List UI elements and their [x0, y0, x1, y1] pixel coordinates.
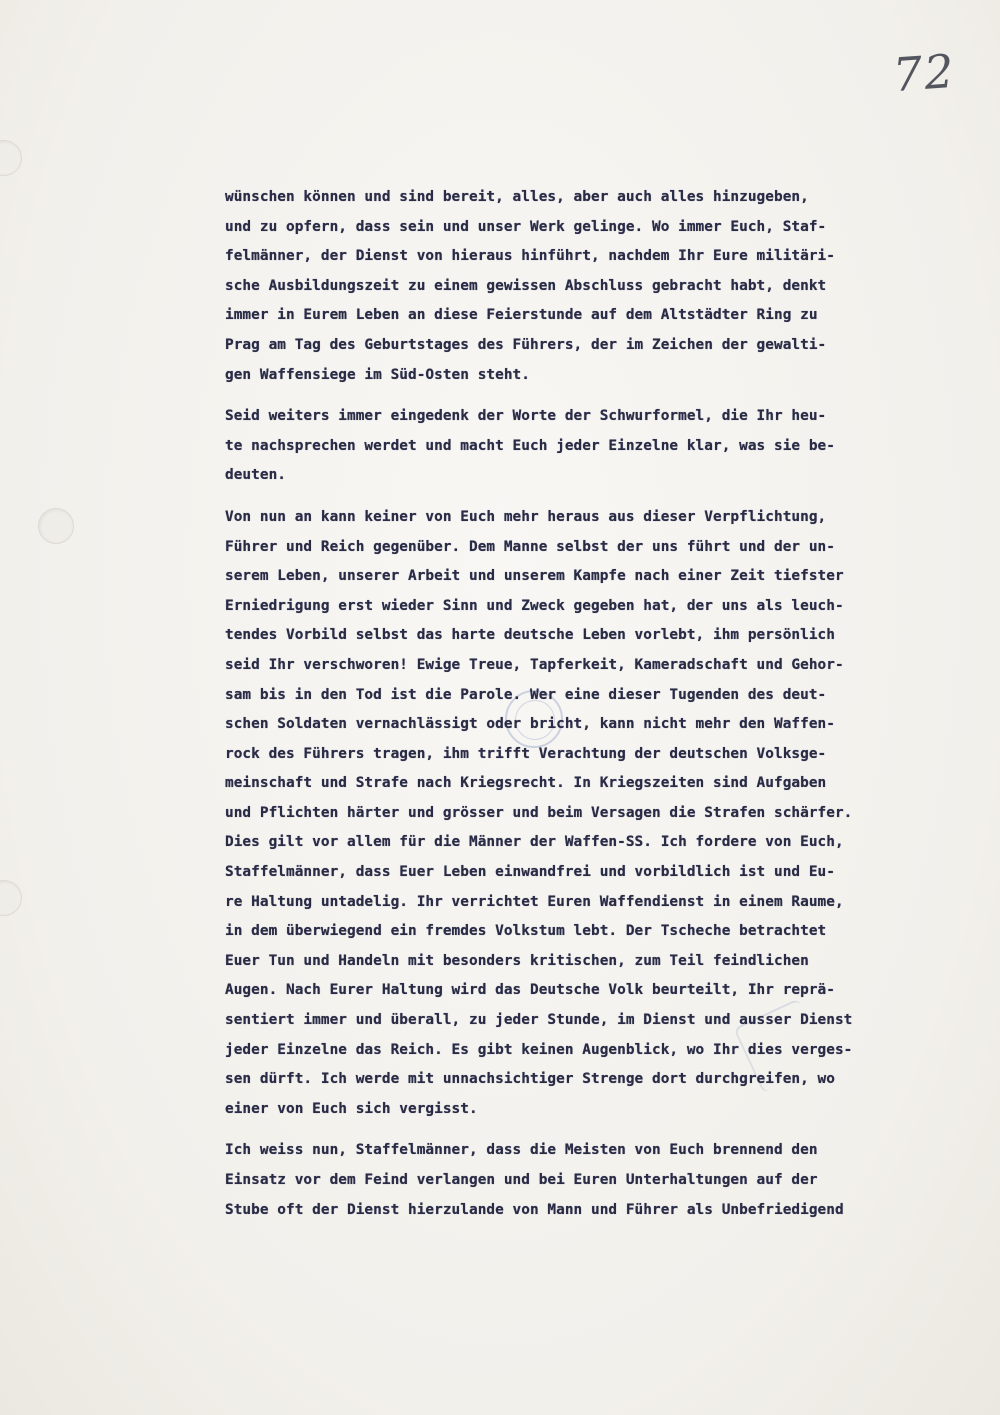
- text-line: einer von Euch sich vergisst.: [225, 1100, 478, 1117]
- text-line: Euer Tun und Handeln mit besonders kritischen, zum Teil feindlichen: [225, 952, 809, 969]
- text-line: rock des Führers tragen, ihm trifft Verachtung der deutschen Volksge-: [225, 745, 827, 762]
- text-line: Von nun an kann keiner von Euch mehr heraus aus dieser Verpflichtung,: [225, 508, 827, 525]
- text-line: Stube oft der Dienst hierzulande von Mann und Führer als Unbefriedigend: [225, 1201, 844, 1218]
- punch-hole-top: [0, 140, 22, 176]
- handwritten-page-number: 72: [891, 43, 958, 103]
- paragraph: [225, 183, 975, 390]
- paragraph: [225, 503, 975, 1124]
- text-line: re Haltung untadelig. Ihr verrichtet Euren Waffendienst in einem Raume,: [225, 893, 844, 910]
- text-line: felmänner, der Dienst von hieraus hinführt, nachdem Ihr Eure militäri-: [225, 248, 835, 265]
- text-line: gen Waffensiege im Süd-Osten steht.: [225, 366, 530, 383]
- text-line: Führer und Reich gegenüber. Dem Manne selbst der uns führt und der un-: [225, 538, 835, 555]
- text-line: deuten.: [225, 467, 286, 484]
- text-line: Erniedrigung erst wieder Sinn und Zweck gegeben hat, der uns als leuch-: [225, 597, 844, 614]
- typed-text-body: [225, 183, 975, 1237]
- text-line: und zu opfern, dass sein und unser Werk gelinge. Wo immer Euch, Staf-: [225, 218, 827, 235]
- paragraph: [225, 402, 975, 491]
- paragraph: [225, 1136, 975, 1225]
- text-line: Augen. Nach Eurer Haltung wird das Deutsche Volk beurteilt, Ihr reprä-: [225, 982, 835, 999]
- text-line: Seid weiters immer eingedenk der Worte der Schwurformel, die Ihr heu-: [225, 408, 827, 425]
- text-line: wünschen können und sind bereit, alles, aber auch alles hinzugeben,: [225, 189, 809, 205]
- text-line: sche Ausbildungszeit zu einem gewissen Abschluss gebracht habt, denkt: [225, 277, 827, 294]
- text-line: Einsatz vor dem Feind verlangen und bei Euren Unterhaltungen auf der: [225, 1172, 818, 1188]
- punch-hole-bottom: [0, 880, 22, 916]
- text-line: Dies gilt vor allem für die Männer der Waffen-SS. Ich fordere von Euch,: [225, 834, 844, 851]
- text-line: meinschaft und Strafe nach Kriegsrecht. In Kriegszeiten sind Aufgaben: [225, 775, 827, 792]
- text-line: jeder Einzelne das Reich. Es gibt keinen Augenblick, wo Ihr dies verges-: [225, 1041, 853, 1058]
- text-line: sen dürft. Ich werde mit unnachsichtiger Strenge dort durchgreifen, wo: [225, 1071, 835, 1088]
- punch-hole-middle: [38, 508, 74, 544]
- text-line: Staffelmänner, dass Euer Leben einwandfrei und vorbildlich ist und Eu-: [225, 864, 835, 881]
- text-line: sentiert immer und überall, zu jeder Stunde, im Dienst und ausser Dienst: [225, 1012, 853, 1029]
- text-line: te nachsprechen werdet und macht Euch jeder Einzelne klar, was sie be-: [225, 437, 835, 454]
- text-line: seid Ihr verschworen! Ewige Treue, Tapferkeit, Kameradschaft und Gehor-: [225, 656, 844, 673]
- text-line: tendes Vorbild selbst das harte deutsche Leben vorlebt, ihm persönlich: [225, 627, 835, 644]
- text-line: schen Soldaten vernachlässigt oder bricht, kann nicht mehr den Waffen-: [225, 716, 835, 733]
- text-line: serem Leben, unserer Arbeit und unserem Kampfe nach einer Zeit tiefster: [225, 568, 844, 585]
- text-line: Prag am Tag des Geburtstages des Führers, der im Zeichen der gewalti-: [225, 336, 827, 353]
- text-line: immer in Eurem Leben an diese Feierstunde auf dem Altstädter Ring zu: [225, 307, 818, 324]
- text-line: in dem überwiegend ein fremdes Volkstum lebt. Der Tscheche betrachtet: [225, 923, 827, 940]
- text-line: sam bis in den Tod ist die Parole. Wer eine dieser Tugenden des deut-: [225, 686, 827, 703]
- text-line: und Pflichten härter und grösser und beim Versagen die Strafen schärfer.: [225, 804, 853, 821]
- text-line: Ich weiss nun, Staffelmänner, dass die Meisten von Euch brennend den: [225, 1142, 818, 1159]
